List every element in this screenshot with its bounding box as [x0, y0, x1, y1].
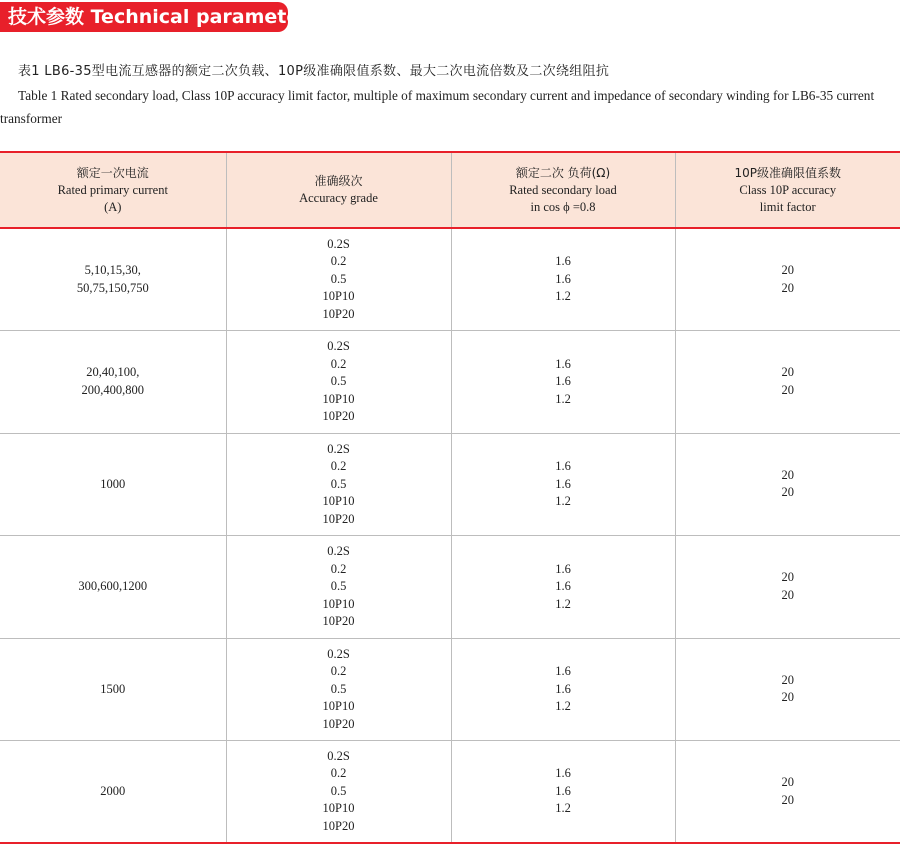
header-rated-secondary-load [451, 152, 675, 228]
cell-rated-current [0, 228, 226, 331]
table-row [0, 331, 900, 434]
header-en: Accuracy grade [231, 190, 447, 207]
cell-value: 0.5 [227, 373, 451, 391]
cell-value: 10P20 [227, 818, 451, 836]
cell-value: 10P10 [227, 493, 451, 511]
cell-value: 0.2 [227, 765, 451, 783]
table-caption-zh: 表1 LB6-35型电流互感器的额定二次负载、10P级准确限值系数、最大二次电流倍数及二次绕组阻抗 [18, 60, 609, 79]
cell-value: 0.2 [227, 561, 451, 579]
cell-value: 10P20 [227, 716, 451, 734]
table-row [0, 228, 900, 331]
cell-value: 1.6 [452, 578, 675, 596]
cell-value: 1000 [0, 476, 226, 494]
cell-value: 10P20 [227, 408, 451, 426]
header-accuracy-grade [226, 152, 451, 228]
header-zh: 额定一次电流 [4, 165, 222, 182]
cell-value: 10P10 [227, 391, 451, 409]
header-en: Rated secondary load [456, 182, 671, 199]
cell-value: 10P20 [227, 306, 451, 324]
cell-value: 2000 [0, 783, 226, 801]
cell-value: 10P10 [227, 288, 451, 306]
cell-limit-factors [675, 433, 900, 536]
cell-value: 1.6 [452, 561, 675, 579]
cell-value: 5,10,15,30, [0, 262, 226, 280]
cell-value: 1.6 [452, 373, 675, 391]
cell-value: 10P20 [227, 613, 451, 631]
cell-value: 1.2 [452, 493, 675, 511]
cell-value: 1.6 [452, 356, 675, 374]
cell-value: 300,600,1200 [0, 578, 226, 596]
cell-value: 10P10 [227, 800, 451, 818]
cell-value: 1500 [0, 681, 226, 699]
table-caption-en: Table 1 Rated secondary load, Class 10P accuracy limit factor, multiple of maximum secondary current and impedance of secondary winding for LB6-35 current transformer [0, 84, 898, 130]
cell-value: 20 [676, 569, 900, 587]
cell-secondary-loads [451, 331, 675, 434]
cell-limit-factors [675, 741, 900, 844]
cell-value: 0.5 [227, 681, 451, 699]
header-en: Rated primary current [4, 182, 222, 199]
header-zh: 准确级次 [231, 173, 447, 190]
cell-value: 20 [676, 382, 900, 400]
cell-value: 1.2 [452, 698, 675, 716]
cell-value: 10P10 [227, 698, 451, 716]
header-en: in cos ϕ =0.8 [456, 199, 671, 216]
cell-secondary-loads [451, 228, 675, 331]
table-row [0, 536, 900, 639]
cell-value: 0.2 [227, 356, 451, 374]
cell-value: 50,75,150,750 [0, 280, 226, 298]
cell-value: 200,400,800 [0, 382, 226, 400]
cell-value: 20 [676, 280, 900, 298]
cell-value: 20 [676, 484, 900, 502]
cell-value: 0.2 [227, 458, 451, 476]
cell-accuracy-grades [226, 331, 451, 434]
cell-secondary-loads [451, 433, 675, 536]
cell-value: 0.2 [227, 663, 451, 681]
cell-accuracy-grades [226, 228, 451, 331]
cell-value: 1.2 [452, 288, 675, 306]
header-en: limit factor [680, 199, 897, 216]
cell-limit-factors [675, 638, 900, 741]
cell-accuracy-grades [226, 638, 451, 741]
cell-rated-current [0, 433, 226, 536]
table-body [0, 228, 900, 843]
table-header-row [0, 152, 900, 228]
technical-parameter-table [0, 151, 900, 844]
cell-value: 20 [676, 467, 900, 485]
table-row [0, 433, 900, 536]
cell-value: 10P10 [227, 596, 451, 614]
cell-value: 20 [676, 689, 900, 707]
cell-value: 20 [676, 262, 900, 280]
table-row [0, 741, 900, 844]
cell-secondary-loads [451, 536, 675, 639]
cell-value: 0.5 [227, 271, 451, 289]
cell-value: 1.6 [452, 271, 675, 289]
cell-rated-current [0, 741, 226, 844]
cell-value: 1.6 [452, 253, 675, 271]
cell-value: 0.5 [227, 783, 451, 801]
cell-value: 1.6 [452, 458, 675, 476]
cell-value: 20 [676, 672, 900, 690]
header-en: (A) [4, 199, 222, 216]
cell-limit-factors [675, 228, 900, 331]
cell-rated-current [0, 638, 226, 741]
cell-value: 0.2S [227, 748, 451, 766]
cell-accuracy-grades [226, 433, 451, 536]
cell-accuracy-grades [226, 536, 451, 639]
header-rated-primary-current [0, 152, 226, 228]
cell-value: 0.5 [227, 476, 451, 494]
cell-accuracy-grades [226, 741, 451, 844]
cell-value: 0.5 [227, 578, 451, 596]
cell-value: 1.6 [452, 783, 675, 801]
cell-value: 20 [676, 774, 900, 792]
cell-value: 1.2 [452, 800, 675, 818]
cell-limit-factors [675, 331, 900, 434]
cell-value: 20 [676, 364, 900, 382]
cell-rated-current [0, 536, 226, 639]
cell-value: 0.2 [227, 253, 451, 271]
cell-value: 1.2 [452, 596, 675, 614]
cell-secondary-loads [451, 741, 675, 844]
cell-value: 0.2S [227, 236, 451, 254]
cell-value: 1.6 [452, 663, 675, 681]
cell-value: 10P20 [227, 511, 451, 529]
cell-secondary-loads [451, 638, 675, 741]
cell-value: 1.6 [452, 681, 675, 699]
table-row [0, 638, 900, 741]
cell-value: 20,40,100, [0, 364, 226, 382]
cell-value: 1.6 [452, 765, 675, 783]
header-accuracy-limit-factor [675, 152, 900, 228]
cell-value: 0.2S [227, 543, 451, 561]
section-banner: 技术参数 Technical parameter [0, 2, 288, 32]
cell-limit-factors [675, 536, 900, 639]
cell-value: 20 [676, 587, 900, 605]
cell-value: 0.2S [227, 441, 451, 459]
header-zh: 额定二次 负荷(Ω) [456, 165, 671, 182]
cell-value: 1.2 [452, 391, 675, 409]
cell-value: 1.6 [452, 476, 675, 494]
cell-value: 0.2S [227, 338, 451, 356]
cell-value: 20 [676, 792, 900, 810]
cell-rated-current [0, 331, 226, 434]
header-en: Class 10P accuracy [680, 182, 897, 199]
header-zh: 10P级准确限值系数 [680, 165, 897, 182]
cell-value: 0.2S [227, 646, 451, 664]
